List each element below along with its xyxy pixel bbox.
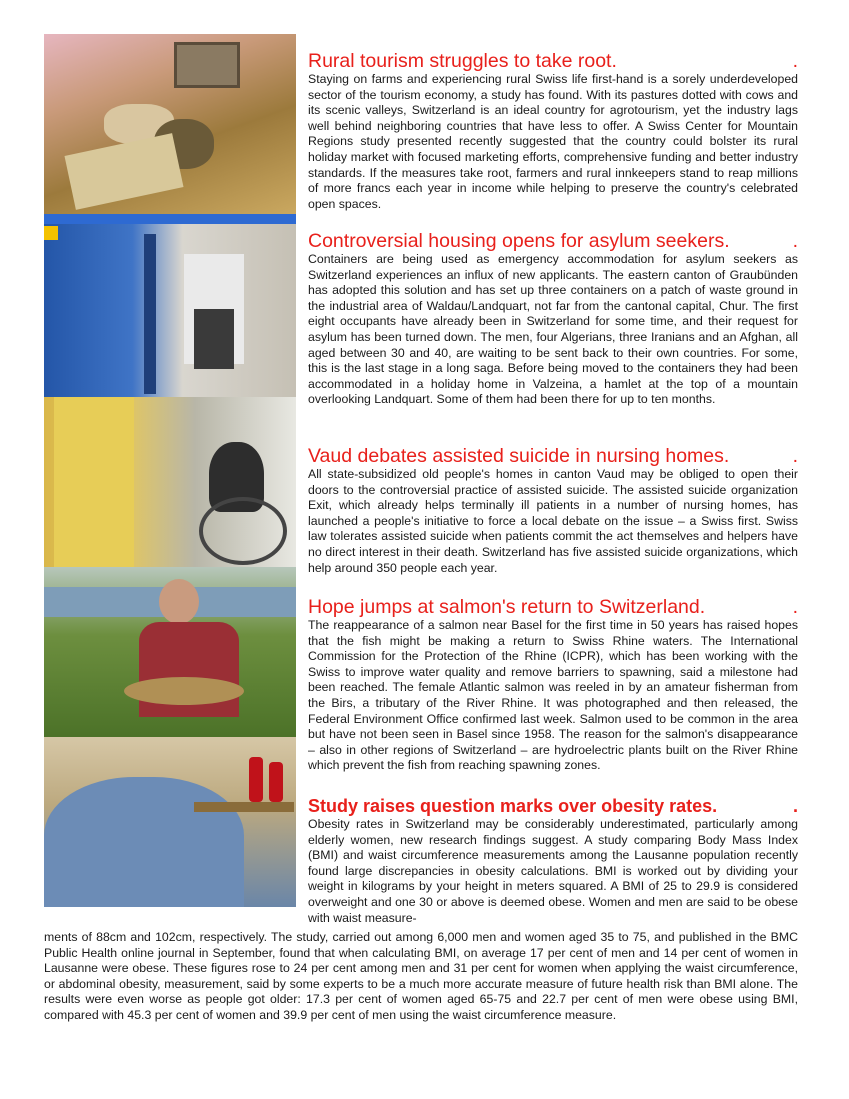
article-rural-tourism (308, 50, 798, 212)
body-salmon-return: The reappearance of a salmon near Basel for the first time in 50 years has raised hopes that the fish might be making a return to Swiss Rhine waters. The International Commission for the Protection of the Rhine (ICPR), which has been working with the Swiss to improve water quality and remove barriers to spawning, said a milestone had been reached. The female Atlantic salmon was reeled in by an amateur fisherman from the Birs, a tributary of the River Rhine. It was photographed and then released, the Federal Environment Office confirmed last week. Salmon used to be common in the area but have not been seen in Basel since 1958. The reason for the salmon's disappearance – also in other regions of Switzerland – are hydroelectric plants built on the River Rhine which prevent the fish from reaching spawning zones. (308, 618, 798, 773)
body-assisted-suicide: All state-subsidized old people's homes in canton Vaud may be obliged to open their doors to the controversial practice of assisted suicide. The assisted suicide organization Exit, which already helps terminally ill patients in a number of nursing homes, has launched a people's initiative to force a local debate on the issue – a Swiss first. Swiss law tolerates assisted suicide when patients commit the act themselves and helpers have no direct interest in their death. Switzerland has five assisted suicide organizations, which help around 350 people each year. (308, 467, 798, 575)
article-salmon-return (308, 596, 798, 774)
body-rural-tourism: Staying on farms and experiencing rural Swiss life first-hand is a sorely underdeveloped sector of the tourism economy, a study has found. With its pastures dotted with cows and its scenic valleys, Switzerland is an ideal country for agrotourism, yet the industry lags well behind neighboring countries that have less to offer. A Swiss Center for Mountain Regions study presented recently suggested that the country could bolster its rural holiday market with focused marketing efforts, comprehensive funding and better industry standards. If the measures take root, farmers and rural innkeepers stand to reap millions of more francs each year in income while helping to preserve the country's celebrated open spaces. (308, 72, 798, 211)
article-obesity-rates (308, 795, 798, 926)
headline-salmon-return: Hope jumps at salmon's return to Switzerland. . (308, 596, 798, 618)
body-obesity-rates: Obesity rates in Switzerland may be considerably underestimated, particularly among elderly women, new research findings suggest. A study comparing Body Mass Index (BMI) and waist circumference measurements among the Lausanne population recently found large discrepancies in obesity calculations. BMI is worked out by dividing your weight in kilograms by your height in meters squared. A BMI of 25 to 29.9 is considered overweight and one 30 or above is deemed obese. Women and men are said to be obese with waist measure- (308, 817, 798, 925)
headline-asylum-housing: Controversial housing opens for asylum seekers. . (308, 230, 798, 252)
headline-obesity-rates: Study raises question marks over obesity rates. . (308, 796, 798, 816)
obesity-picnic-photo (44, 737, 296, 907)
body-obesity-rates-continued: ments of 88cm and 102cm, respectively. The study, carried out among 6,000 men and women aged 35 to 75, and published in the BMC Public Health online journal in September, found that when calculating BMI, on average 17 per cent of men and 14 per cent of women in Lausanne were obese. These figures rose to 24 per cent among men and 31 per cent for women when applying the waist circumference, or abdominal obesity, measurement, said by some experts to be a much more accurate measure of future health risk than BMI alone. The results were even worse as people got older: 17.3 per cent of women aged 65-75 and 22.7 per cent of men were obese using BMI, compared with 45.3 per cent of women and 39.9 per cent of men using the waist circumference measure. (44, 930, 798, 1022)
article-assisted-suicide (308, 445, 798, 576)
nursing-home-wheelchair-photo (44, 397, 296, 567)
headline-assisted-suicide: Vaud debates assisted suicide in nursing homes. . (308, 445, 798, 467)
farm-hay-photo (44, 34, 296, 214)
salmon-fisherman-photo (44, 567, 296, 737)
photo-column (44, 34, 296, 907)
asylum-containers-photo (44, 214, 296, 397)
body-asylum-housing: Containers are being used as emergency accommodation for asylum seekers as Switzerland experiences an influx of new applicants. The eastern canton of Graubünden has adopted this solution and has set up three containers on a patch of waste ground in the industrial area of Waldau/Landquart, not far from the cantonal capital, Chur. The first eight occupants have already been in Switzerland for some time, and their request for asylum has been turned down. The men, four Algerians, three Iranians and an Afghan, all aged between 30 and 40, are waiting to be sent back to their own countries. For some, this is the last stage in a long saga. Before being moved to the containers they had been accommodated in a holiday home in Valzeina, a hamlet at the top of a mountain overlooking Landquart. Some of them had been there for up to ten months. (308, 252, 798, 407)
headline-rural-tourism: Rural tourism struggles to take root. . (308, 50, 798, 72)
article-asylum-housing (308, 230, 798, 408)
